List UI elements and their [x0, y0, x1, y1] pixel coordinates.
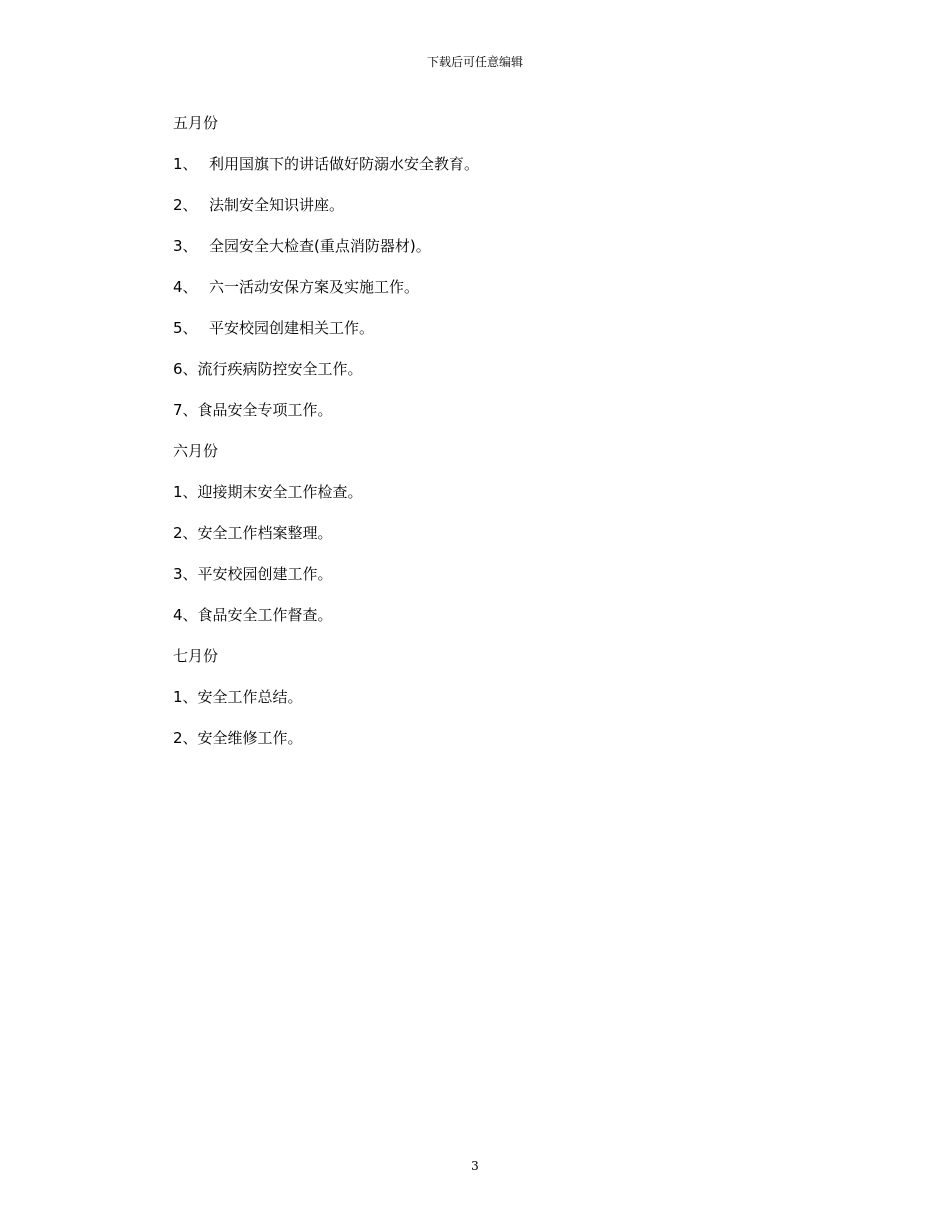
item-number: 2、 — [173, 729, 198, 747]
item-text: 利用国旗下的讲话做好防溺水安全教育。 — [209, 155, 480, 173]
document-body — [173, 112, 793, 768]
item-number: 3、 — [173, 565, 198, 583]
item-text: 安全工作档案整理。 — [197, 524, 333, 542]
list-item — [173, 563, 793, 585]
item-number: 4、 — [173, 606, 198, 624]
item-text: 迎接期末安全工作检查。 — [197, 483, 363, 501]
item-text: 六一活动安保方案及实施工作。 — [209, 278, 420, 296]
item-number: 4、 — [173, 278, 198, 296]
list-item — [173, 235, 793, 257]
page-number: 3 — [471, 1159, 479, 1173]
list-item — [173, 358, 793, 380]
item-number: 6、 — [173, 360, 198, 378]
item-number: 1、 — [173, 688, 198, 706]
section-title: 六月份 — [173, 442, 219, 460]
item-text: 安全工作总结。 — [197, 688, 303, 706]
item-number: 5、 — [173, 319, 198, 337]
list-item — [173, 481, 793, 503]
item-text: 安全维修工作。 — [197, 729, 303, 747]
item-number: 2、 — [173, 196, 198, 214]
list-item — [173, 604, 793, 626]
list-item — [173, 399, 793, 421]
section-title: 五月份 — [173, 114, 219, 132]
list-item — [173, 276, 793, 298]
item-text: 平安校园创建工作。 — [197, 565, 333, 583]
item-number: 7、 — [173, 401, 198, 419]
list-item — [173, 522, 793, 544]
section-title: 七月份 — [173, 647, 219, 665]
item-number: 2、 — [173, 524, 198, 542]
item-number: 1、 — [173, 483, 198, 501]
item-text: 全园安全大检查(重点消防器材)。 — [209, 237, 431, 255]
list-item — [173, 686, 793, 708]
item-text: 法制安全知识讲座。 — [209, 196, 345, 214]
item-number: 3、 — [173, 237, 198, 255]
list-item — [173, 194, 793, 216]
item-number: 1、 — [173, 155, 198, 173]
page-header: 下载后可任意编辑 — [426, 55, 523, 69]
list-item — [173, 317, 793, 339]
item-text: 流行疾病防控安全工作。 — [197, 360, 363, 378]
list-item — [173, 153, 793, 175]
item-text: 食品安全专项工作。 — [197, 401, 333, 419]
item-text: 平安校园创建相关工作。 — [209, 319, 375, 337]
item-text: 食品安全工作督查。 — [197, 606, 333, 624]
list-item — [173, 727, 793, 749]
